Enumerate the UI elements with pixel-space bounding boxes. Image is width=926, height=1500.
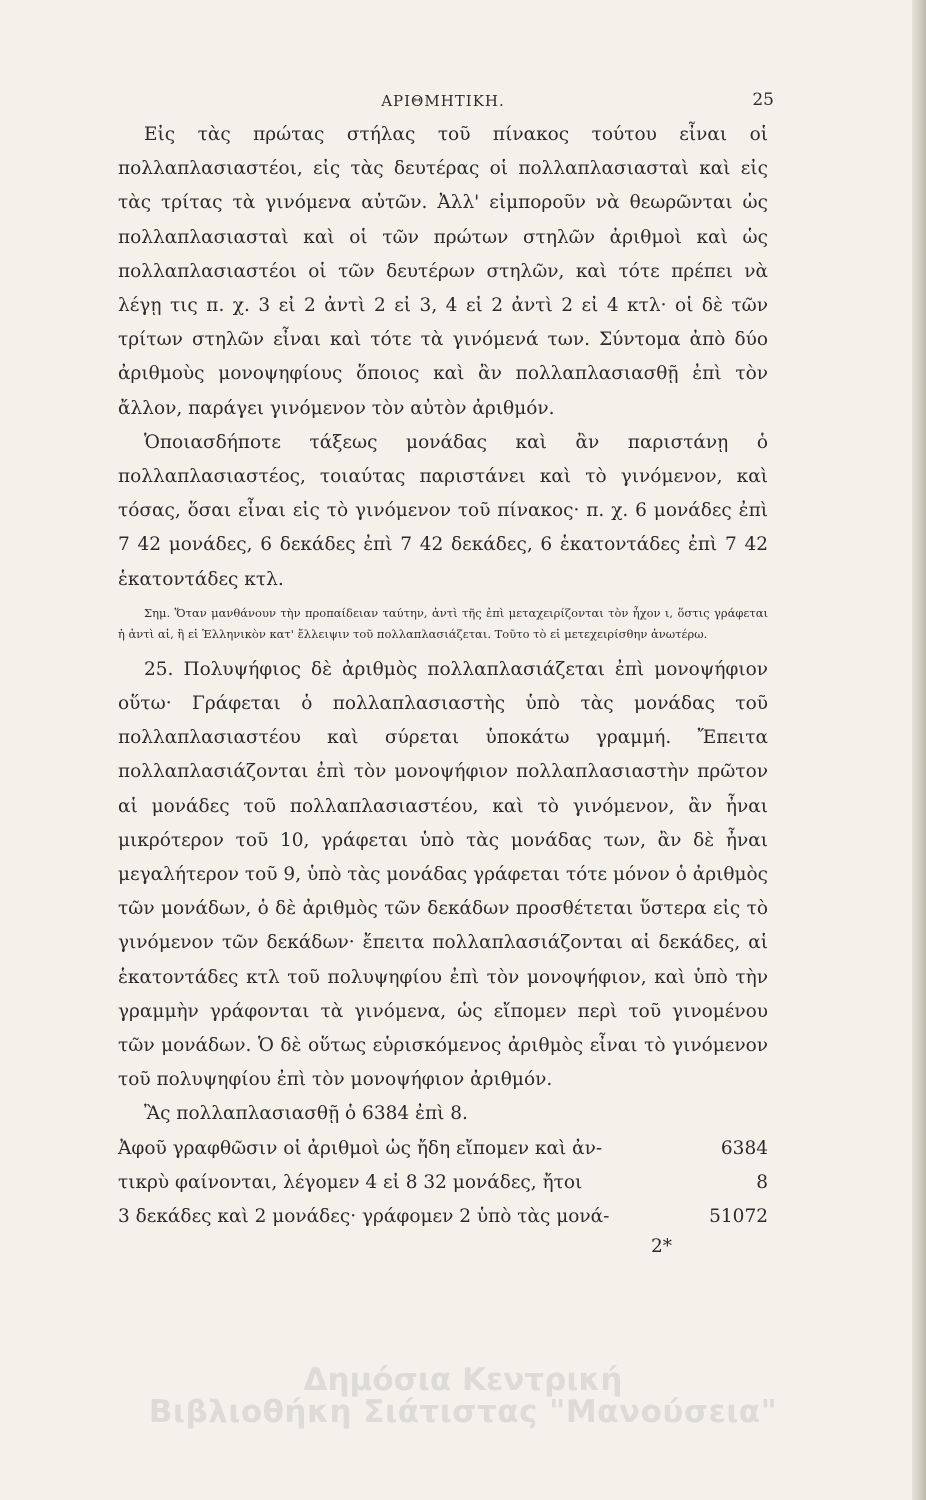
calc-text: τικρὺ φαίνονται, λέγομεν 4 εἰ 8 32 μονάδες, ἤτοι <box>118 1171 583 1193</box>
signature-mark: 2* <box>650 1236 672 1258</box>
calc-row <box>118 1166 768 1200</box>
footnote: Σημ. Ὅταν μανθάνουν τὴν προπαίδειαν ταύτην, ἀντὶ τῆς ἐπὶ μεταχειρίζονται τὸν ἦχον ι, ὅστις γράφεται ἡ ἀντὶ αἰ, ἢ εἰ Ἑλληνικὸν κατ' ἔλλειψιν τοῦ πολλαπλασιάζεται. Τοῦτο τὸ εἰ μετεχειρίσθην ἀνωτέρω. <box>118 605 768 641</box>
page-number: 25 <box>752 90 774 110</box>
section-number: 25. <box>144 658 174 680</box>
book-page <box>118 88 774 1260</box>
calc-text: Ἀφοῦ γραφθῶσιν οἱ ἀριθμοὶ ὡς ἤδη εἴπομεν καὶ ἀν- <box>118 1137 603 1159</box>
calc-number: 6384 <box>720 1137 768 1159</box>
calc-number: 8 <box>756 1171 768 1193</box>
calc-number: 51072 <box>709 1206 768 1228</box>
paragraph-2: Ὁποιασδήποτε τάξεως μονάδας καὶ ἂν παριστάνῃ ὁ πολλαπλασιαστέος, τοιαύτας παριστάνει καὶ τὸ γινόμενον, καὶ τόσας, ὅσαι εἶναι εἰς τὸ γινόμενον τοῦ πίνακος· π. χ. 6 μονάδες ἐπὶ 7 42 μονάδες, 6 δεκάδες ἐπὶ 7 42 δεκάδες, 6 ἑκατοντάδες ἐπὶ 7 42 ἑκατοντάδες κτλ. <box>118 431 768 590</box>
page-body <box>118 118 768 1260</box>
page-header <box>118 88 774 118</box>
calc-row <box>118 1132 768 1166</box>
running-title: ΑΡΙΘΜΗΤΙΚΗ. <box>381 92 505 110</box>
calc-row <box>118 1200 768 1234</box>
library-stamp-line-1: Δημόσια Κεντρική <box>303 1362 623 1398</box>
paragraph-3-text: Πολυψήφιος δὲ ἀριθμὸς πολλαπλασιάζεται ἐπὶ μονοψήφιον οὕτω· Γράφεται ὁ πολλαπλασιαστὴς ὑπὸ τὰς μονάδας τοῦ πολλαπλασιαστέου καὶ σύρεται ὑποκάτω γραμμή. Ἔπειτα πολλαπλασιάζονται ἐπὶ τὸν μονοψήφιον πολλαπλασιαστὴν πρῶτον αἱ μονάδες τοῦ πολλαπλασιαστέου, καὶ τὸ γινόμενον, ἂν ἦναι μικρότερον τοῦ 10, γράφεται ὑπὸ τὰς μονάδας των, ἂν δὲ ἦναι μεγαλήτερον τοῦ 9, ὑπὸ τὰς μονάδας γράφεται τότε μόνον ὁ ἀριθμὸς τῶν μονάδων, ὁ δὲ ἀριθμὸς τῶν δεκάδων προσθέτεται ὕστερα εἰς τὸ γινόμενον τῶν δεκάδων· ἔπειτα πολλαπλασιάζονται αἱ δεκάδες, αἱ ἑκατοντάδες κτλ τοῦ πολυψηφίου ἐπὶ τὸν μονοψήφιον, καὶ ὑπὸ τὴν γραμμὴν γράφονται τὰ γινόμενα, ὡς εἴπομεν περὶ τοῦ γινομένου τῶν μονάδων. Ὁ δὲ οὕτως εὑρισκόμενος ἀριθμὸς εἶναι τὸ γινόμενον τοῦ πολυψηφίου ἐπὶ τὸν μονοψήφιον ἀριθμόν. <box>118 658 768 1091</box>
paragraph-4: Ἂς πολλαπλασιασθῇ ὁ 6384 ἐπὶ 8. <box>144 1103 468 1125</box>
library-stamp-line-2: Βιβλιοθήκη Σιάτιστας "Μανούσεια" <box>148 1394 778 1430</box>
calc-text: 3 δεκάδες καὶ 2 μονάδες· γράφομεν 2 ὑπὸ τὰς μονά- <box>118 1206 610 1228</box>
page-binding-edge <box>912 0 926 1500</box>
paragraph-1: Εἰς τὰς πρώτας στήλας τοῦ πίνακος τούτου εἶναι οἱ πολλαπλασιαστέοι, εἰς τὰς δευτέρας οἱ πολλαπλασιασταὶ καὶ εἰς τὰς τρίτας τὰ γινόμενα αὐτῶν. Ἀλλ' εἰμποροῦν νὰ θεωρῶνται ὡς πολλαπλασιασταὶ καὶ οἱ τῶν πρώτων στηλῶν ἀριθμοὶ καὶ ὡς πολλαπλασιαστέοι οἱ τῶν δευτέρων στηλῶν, καὶ τότε πρέπει νὰ λέγῃ τις π. χ. 3 εἰ 2 ἀντὶ 2 εἰ 3, 4 εἰ 2 ἀντὶ 2 εἰ 4 κτλ· οἱ δὲ τῶν τρίτων στηλῶν εἶναι καὶ τότε τὰ γινόμενά των. Σύντομα ἀπὸ δύο ἀριθμοὺς μονοψηφίους ὅποιος καὶ ἂν πολλαπλασιασθῇ ἐπὶ τὸν ἄλλον, παράγει γινόμενον τὸν αὐτὸν ἀριθμόν. <box>118 124 768 419</box>
paragraph-3 <box>118 653 768 1098</box>
